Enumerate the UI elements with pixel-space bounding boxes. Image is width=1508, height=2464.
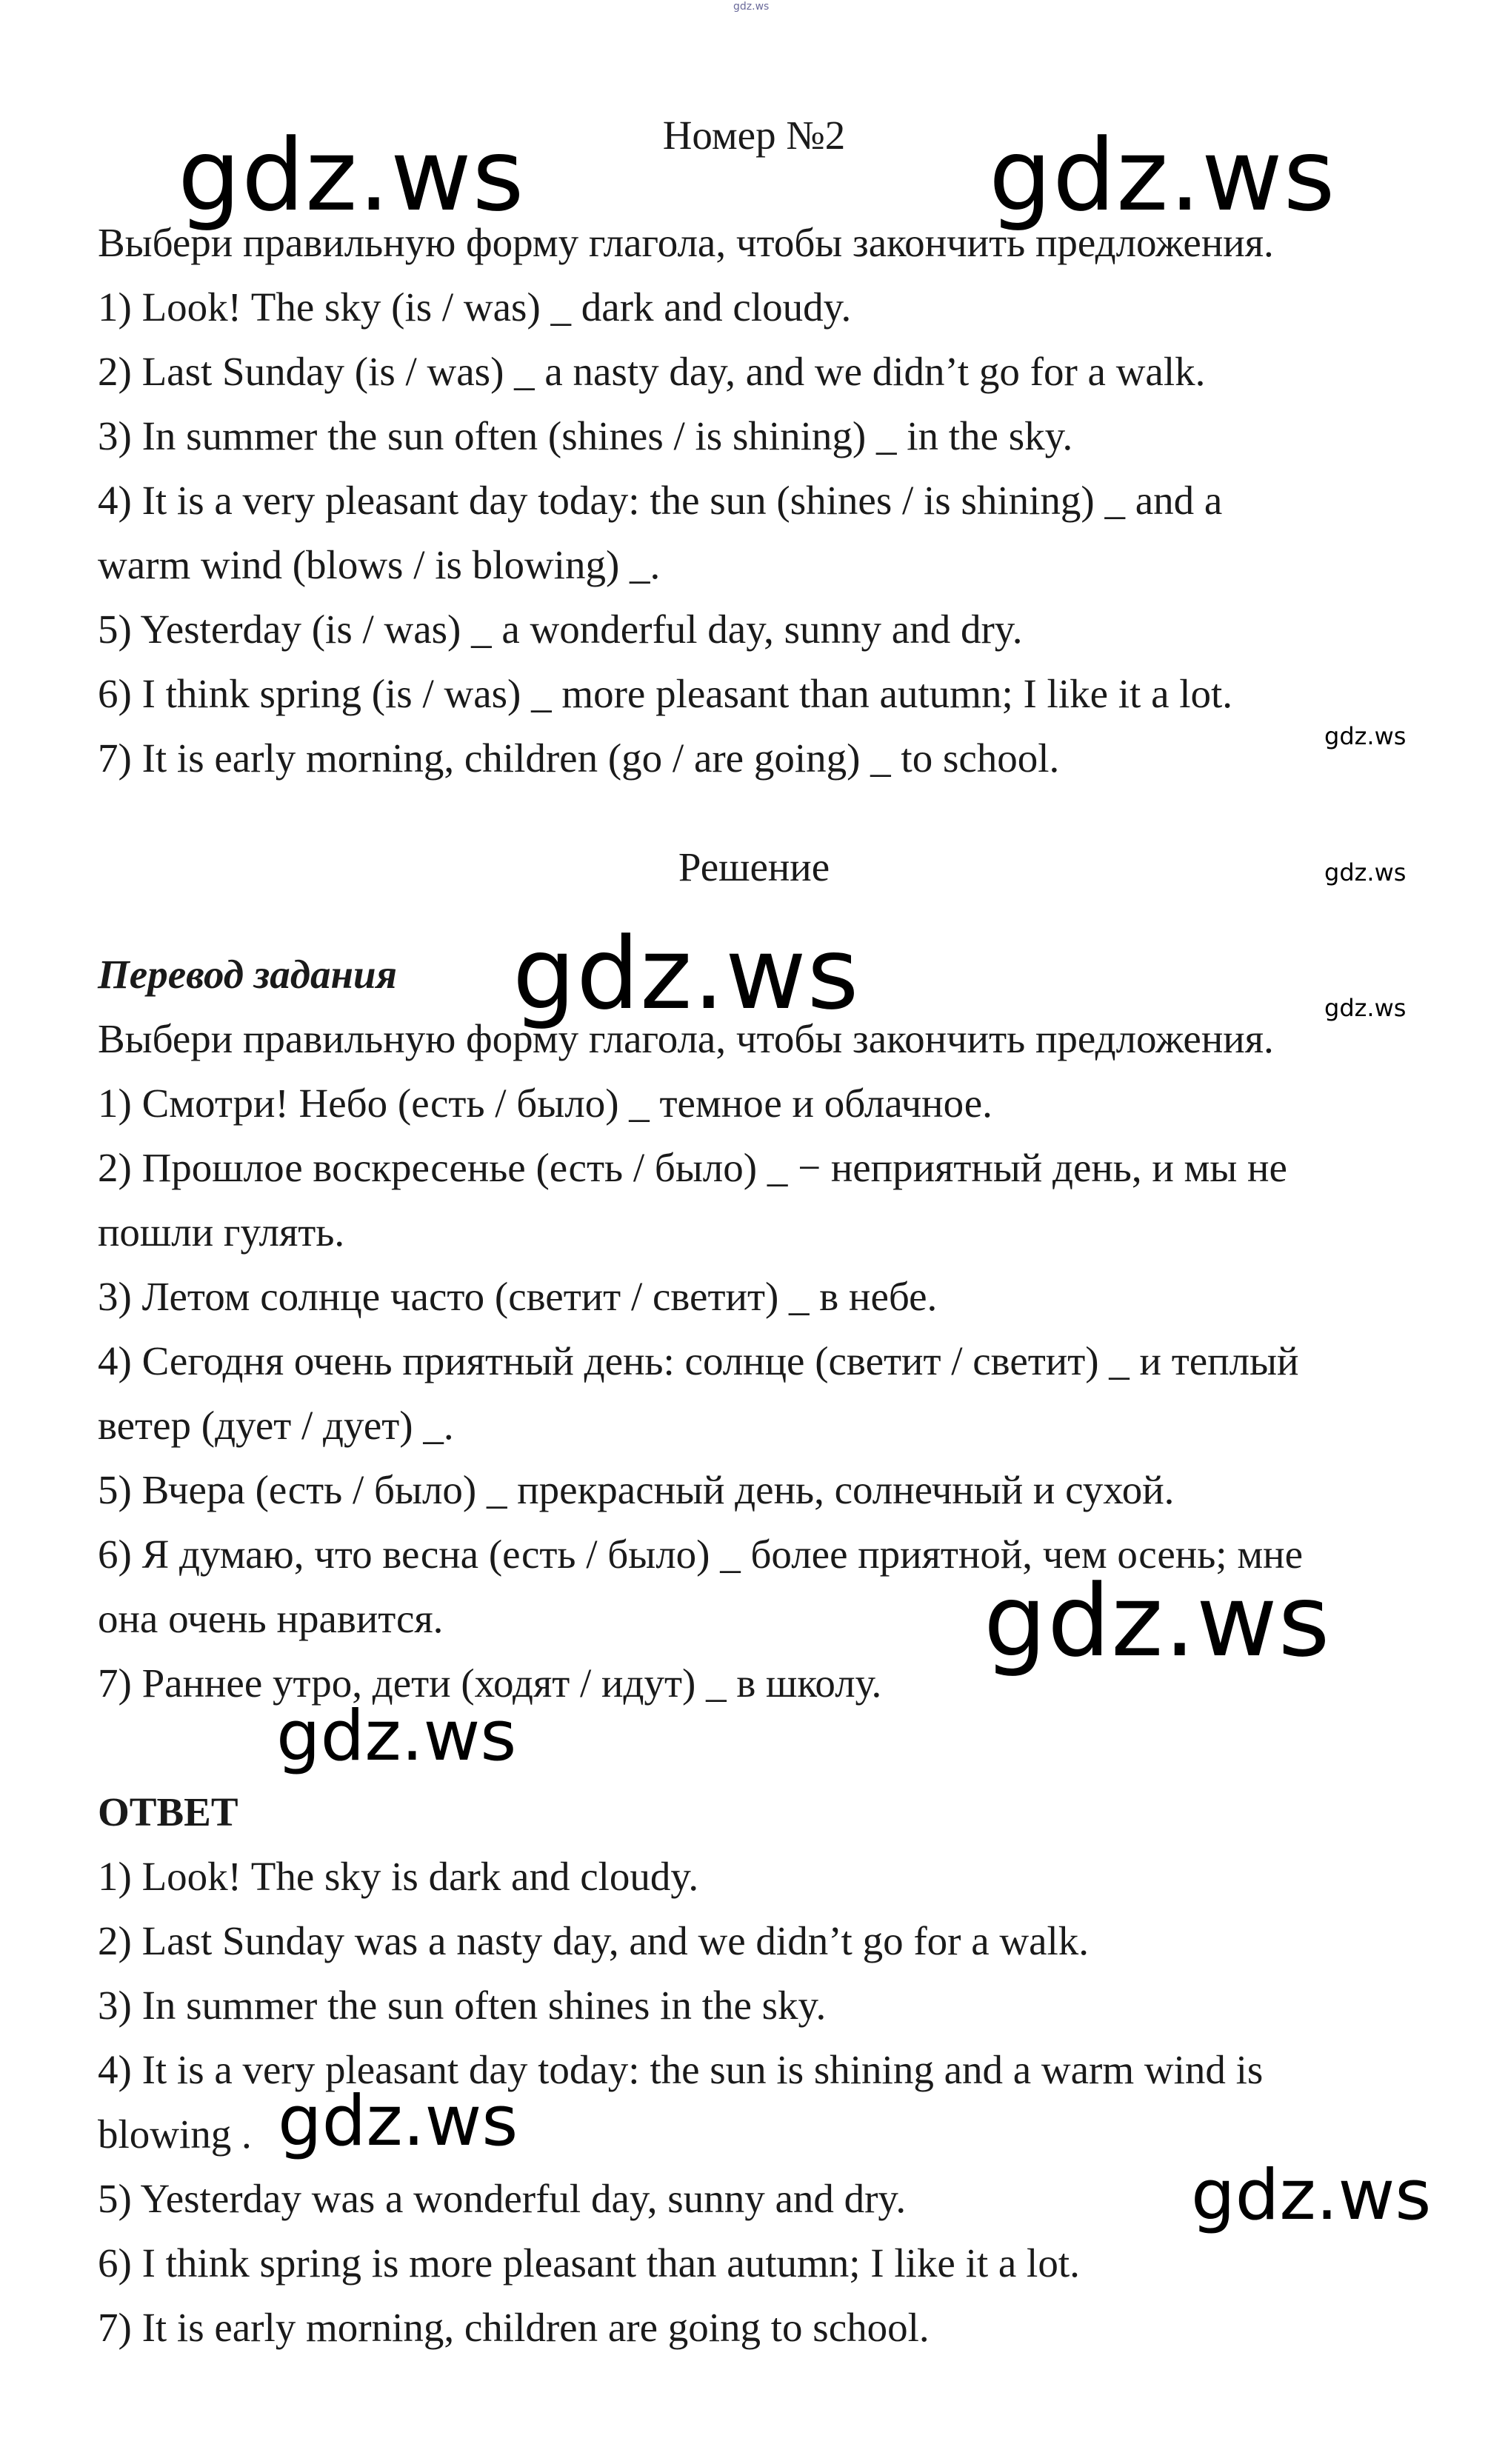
task-line: 7) It is early morning, children (go / are going) _ to school. <box>98 735 1060 781</box>
watermark-medium: gdz.ws <box>278 2081 518 2162</box>
watermark-small: gdz.ws <box>1324 994 1407 1022</box>
answer-line: blowing . <box>98 2111 252 2157</box>
translation-line: 2) Прошлое воскресенье (есть / было) _ − неприятный день, и мы не <box>98 1145 1287 1190</box>
translation-instruction: Выбери правильную форму глагола, чтобы закончить предложения. <box>98 1016 1274 1061</box>
answer-line: 3) In summer the sun often shines in the sky. <box>98 1983 827 2028</box>
translation-line: 7) Раннее утро, дети (ходят / идут) _ в школу. <box>98 1660 882 1706</box>
translation-line: она очень нравится. <box>98 1596 444 1641</box>
translation-line: 5) Вчера (есть / было) _ прекрасный день, солнечный и сухой. <box>98 1467 1175 1512</box>
watermark-large: gdz.ws <box>989 118 1336 233</box>
task-line: 3) In summer the sun often (shines / is shining) _ in the sky. <box>98 413 1073 458</box>
translation-line: ветер (дует / дует) _. <box>98 1403 454 1448</box>
watermark-large: gdz.ws <box>984 1563 1331 1679</box>
answer-heading: ОТВЕТ <box>98 1789 238 1834</box>
watermark-medium: gdz.ws <box>276 1696 517 1777</box>
solution-heading: Решение <box>678 844 830 889</box>
watermark-large: gdz.ws <box>513 916 860 1032</box>
answer-line: 7) It is early morning, children are going to school. <box>98 2305 930 2350</box>
translation-line: 6) Я думаю, что весна (есть / было) _ более приятной, чем осень; мне <box>98 1532 1303 1577</box>
translation-line: 1) Смотри! Небо (есть / было) _ темное и облачное. <box>98 1081 992 1126</box>
task-line: warm wind (blows / is blowing) _. <box>98 542 661 587</box>
answer-line: 2) Last Sunday was a nasty day, and we didn’t go for a walk. <box>98 1918 1090 1963</box>
translation-heading: Перевод задания <box>98 952 397 997</box>
watermark-small: gdz.ws <box>1324 858 1407 887</box>
translation-line: пошли гулять. <box>98 1209 345 1255</box>
task-instruction: Выбери правильную форму глагола, чтобы закончить предложения. <box>98 220 1274 265</box>
watermark-small: gdz.ws <box>1324 722 1407 750</box>
task-line: 2) Last Sunday (is / was) _ a nasty day, and we didn’t go for a walk. <box>98 349 1206 394</box>
watermark-medium: gdz.ws <box>1191 2155 1432 2236</box>
translation-line: 3) Летом солнце часто (светит / светит) _ в небе. <box>98 1274 938 1319</box>
translation-line: 4) Сегодня очень приятный день: солнце (светит / светит) _ и теплый <box>98 1338 1299 1383</box>
answer-line: 4) It is a very pleasant day today: the sun is shining and a warm wind is <box>98 2047 1264 2092</box>
task-line: 4) It is a very pleasant day today: the sun (shines / is shining) _ and a <box>98 478 1223 523</box>
task-title: Номер №2 <box>662 113 846 158</box>
answer-line: 5) Yesterday was a wonderful day, sunny and dry. <box>98 2176 907 2221</box>
watermark-large: gdz.ws <box>178 118 525 233</box>
answer-line: 1) Look! The sky is dark and cloudy. <box>98 1854 699 1899</box>
task-line: 6) I think spring (is / was) _ more pleasant than autumn; I like it a lot. <box>98 671 1233 716</box>
task-line: 5) Yesterday (is / was) _ a wonderful day, sunny and dry. <box>98 607 1023 652</box>
watermark-top-small: gdz.ws <box>733 1 770 13</box>
answer-line: 6) I think spring is more pleasant than autumn; I like it a lot. <box>98 2240 1080 2286</box>
task-line: 1) Look! The sky (is / was) _ dark and cloudy. <box>98 284 852 330</box>
